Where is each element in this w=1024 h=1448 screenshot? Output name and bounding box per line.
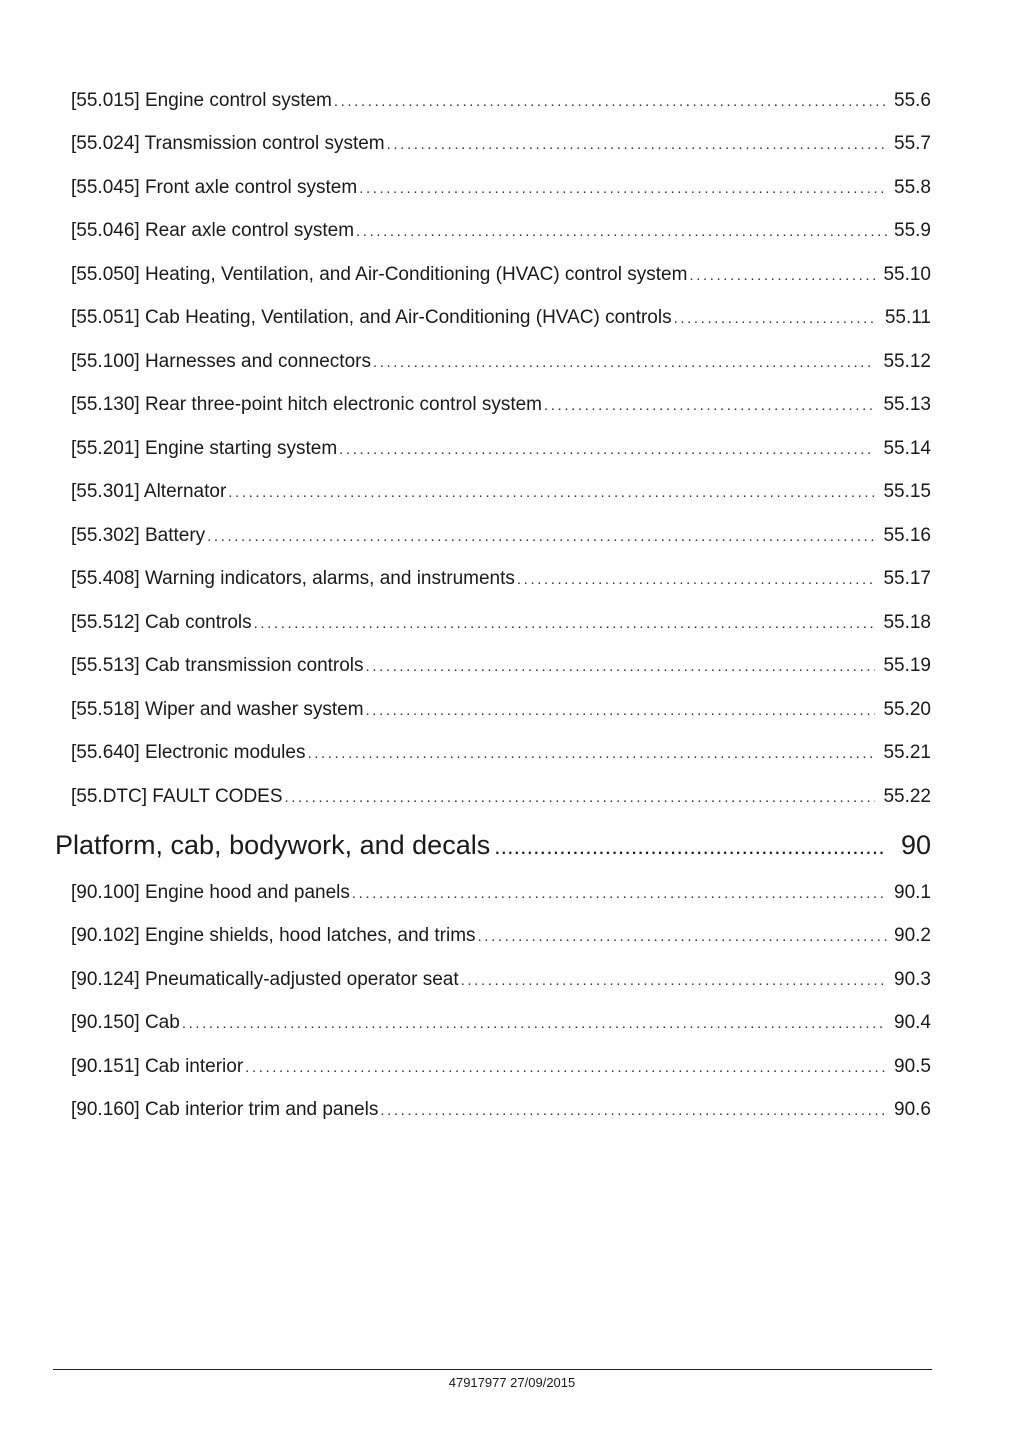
toc-entry[interactable] <box>71 524 931 549</box>
toc-entry[interactable] <box>71 785 931 810</box>
toc-section-heading[interactable] <box>55 828 931 864</box>
toc-entry-page: 90.4 <box>894 1012 931 1033</box>
dot-leader <box>307 742 875 766</box>
dot-leader <box>674 307 875 331</box>
dot-leader <box>356 220 887 244</box>
toc-entry-title: [90.100] Engine hood and panels <box>71 882 350 903</box>
toc-entry-page: 90.2 <box>894 925 931 946</box>
toc-entry-page: 90.3 <box>894 969 931 990</box>
toc-entry-page: 55.13 <box>883 394 931 415</box>
dot-leader <box>366 655 875 679</box>
toc-entry-page: 55.17 <box>883 568 931 589</box>
toc-entry-title: [90.124] Pneumatically-adjusted operator seat <box>71 969 459 990</box>
dot-leader <box>359 177 887 201</box>
toc-entry-title: [55.051] Cab Heating, Ventilation, and Air-Conditioning (HVAC) controls <box>71 307 672 328</box>
toc-entry-title: [55.518] Wiper and washer system <box>71 699 364 720</box>
toc-entry[interactable] <box>71 393 931 418</box>
toc-entry-page: 90.1 <box>894 882 931 903</box>
toc-entry[interactable] <box>71 567 931 592</box>
dot-leader <box>380 1099 887 1123</box>
toc-entry-title: [55.046] Rear axle control system <box>71 220 355 241</box>
dot-leader <box>461 969 887 993</box>
toc-entry[interactable] <box>71 132 931 157</box>
toc-entry-page: 55.7 <box>894 133 931 154</box>
dot-leader <box>544 394 875 418</box>
toc-entry-page: 55.16 <box>883 525 931 546</box>
toc-entry-page: 55.12 <box>883 351 931 372</box>
toc-entry-page: 55.21 <box>883 742 931 763</box>
toc-entry[interactable] <box>71 263 931 288</box>
dot-leader <box>689 264 875 288</box>
toc-entry[interactable] <box>71 480 931 505</box>
toc-entry[interactable] <box>71 437 931 462</box>
toc-entry-title: [55.130] Rear three-point hitch electronic control system <box>71 394 543 415</box>
toc-entry-title: [90.151] Cab interior <box>71 1056 244 1077</box>
dot-leader <box>517 568 875 592</box>
toc-entry-title: [55.100] Harnesses and connectors <box>71 351 371 372</box>
dot-leader <box>182 1012 887 1036</box>
toc-entry-title: [90.150] Cab <box>71 1012 180 1033</box>
toc-entry-title: [90.102] Engine shields, hood latches, and trims <box>71 925 476 946</box>
toc-entry[interactable] <box>71 611 931 636</box>
dot-leader <box>339 438 875 462</box>
toc-entry-title: [55.512] Cab controls <box>71 612 252 633</box>
toc-entry[interactable] <box>71 1011 931 1036</box>
toc-entry-title: [55.050] Heating, Ventilation, and Air-Conditioning (HVAC) control system <box>71 264 688 285</box>
section-title: Platform, cab, bodywork, and decals <box>55 830 491 860</box>
toc-entry-page: 55.8 <box>894 177 931 198</box>
dot-leader <box>245 1056 887 1080</box>
dot-leader <box>494 830 887 864</box>
toc-entry-page: 55.6 <box>894 90 931 111</box>
toc-entry-title: [90.160] Cab interior trim and panels <box>71 1099 379 1120</box>
toc-entry-page: 55.22 <box>883 786 931 807</box>
toc-entry[interactable] <box>71 306 931 331</box>
section-page: 90 <box>900 830 931 860</box>
dot-leader <box>207 525 875 549</box>
toc-entry[interactable] <box>71 1055 931 1080</box>
toc-entry[interactable] <box>71 219 931 244</box>
toc-entry-page: 90.5 <box>894 1056 931 1077</box>
toc-entry-title: [55.302] Battery <box>71 525 206 546</box>
dot-leader <box>366 699 875 723</box>
toc-entry[interactable] <box>71 1098 931 1123</box>
dot-leader <box>373 351 875 375</box>
toc-entry-page: 55.15 <box>883 481 931 502</box>
dot-leader <box>285 786 875 810</box>
toc-entry-title: [55.045] Front axle control system <box>71 177 358 198</box>
toc-entry-page: 90.6 <box>894 1099 931 1120</box>
toc-entry-page: 55.19 <box>883 655 931 676</box>
toc-entry-page: 55.18 <box>883 612 931 633</box>
toc-entry-title: [55.301] Alternator <box>71 481 227 502</box>
toc-entry[interactable] <box>71 350 931 375</box>
dot-leader <box>478 925 887 949</box>
toc-entry-title: [55.015] Engine control system <box>71 90 332 111</box>
toc-entry-page: 55.20 <box>883 699 931 720</box>
dot-leader <box>352 882 887 906</box>
dot-leader <box>228 481 875 505</box>
toc-entry-title: [55.201] Engine starting system <box>71 438 338 459</box>
toc-entry-page: 55.11 <box>884 307 931 328</box>
toc-entry[interactable] <box>71 89 931 114</box>
toc-entry[interactable] <box>71 741 931 766</box>
toc-entry[interactable] <box>71 968 931 993</box>
toc-entry-title: [55.024] Transmission control system <box>71 133 385 154</box>
toc-entry-page: 55.14 <box>883 438 931 459</box>
toc-entry[interactable] <box>71 924 931 949</box>
toc-entry[interactable] <box>71 698 931 723</box>
dot-leader <box>387 133 887 157</box>
dot-leader <box>334 90 887 114</box>
toc-entry[interactable] <box>71 881 931 906</box>
toc-entry-title: [55.408] Warning indicators, alarms, and instruments <box>71 568 515 589</box>
dot-leader <box>254 612 875 636</box>
toc-entry-title: [55.513] Cab transmission controls <box>71 655 364 676</box>
toc-entry-title: [55.640] Electronic modules <box>71 742 306 763</box>
toc-entry-page: 55.10 <box>883 264 931 285</box>
toc-entry[interactable] <box>71 654 931 679</box>
toc-entry-page: 55.9 <box>894 220 931 241</box>
footer-document-id: 47917977 27/09/2015 <box>448 1375 576 1390</box>
toc-entry[interactable] <box>71 176 931 201</box>
toc-entry-title: [55.DTC] FAULT CODES <box>71 786 283 807</box>
footer-divider <box>53 1369 932 1370</box>
